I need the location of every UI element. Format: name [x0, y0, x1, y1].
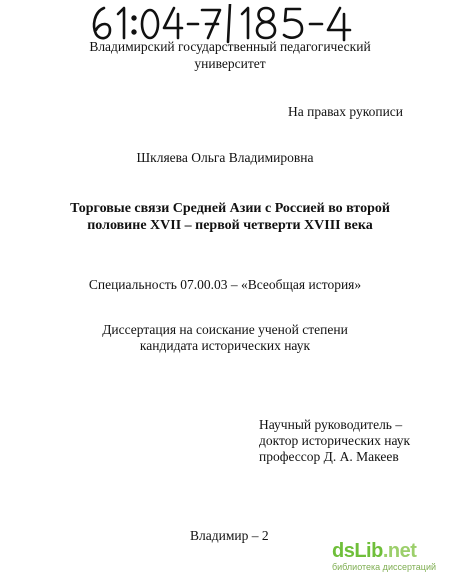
degree-statement: [60, 322, 390, 354]
dissertation-title-line2: половине XVII – первой четверти XVIII века: [87, 218, 373, 233]
university-name: [70, 38, 390, 72]
scientific-advisor: [259, 417, 449, 465]
advisor-line3: профессор Д. А. Макеев: [259, 449, 399, 464]
specialty-line: Специальность 07.00.03 – «Всеобщая история»: [88, 277, 362, 292]
university-name-line1: Владимирский государственный педагогический: [89, 39, 371, 54]
advisor-line2: доктор исторических наук: [259, 433, 411, 448]
dissertation-title: [40, 200, 420, 234]
dslib-logo: [332, 540, 416, 562]
manuscript-rights-note: На правах рукописи: [288, 104, 404, 119]
advisor-line1: Научный руководитель –: [259, 417, 403, 432]
dissertation-title-line1: Торговые связи Средней Азии с Россией во второй: [70, 201, 390, 216]
dslib-subtitle: библиотека диссертаций: [332, 562, 437, 572]
university-name-line2: университет: [194, 56, 266, 71]
degree-statement-line1: Диссертация на соискание ученой степени: [102, 322, 348, 337]
dslib-watermark[interactable]: [332, 540, 444, 576]
dslib-logo-part1: dsLib: [332, 540, 383, 562]
city-year: Владимир – 2: [190, 528, 269, 543]
dslib-logo-part2: .net: [382, 540, 417, 562]
author-name: Шкляева Ольга Владимировна: [136, 150, 314, 165]
degree-statement-line2: кандидата исторических наук: [139, 338, 311, 353]
